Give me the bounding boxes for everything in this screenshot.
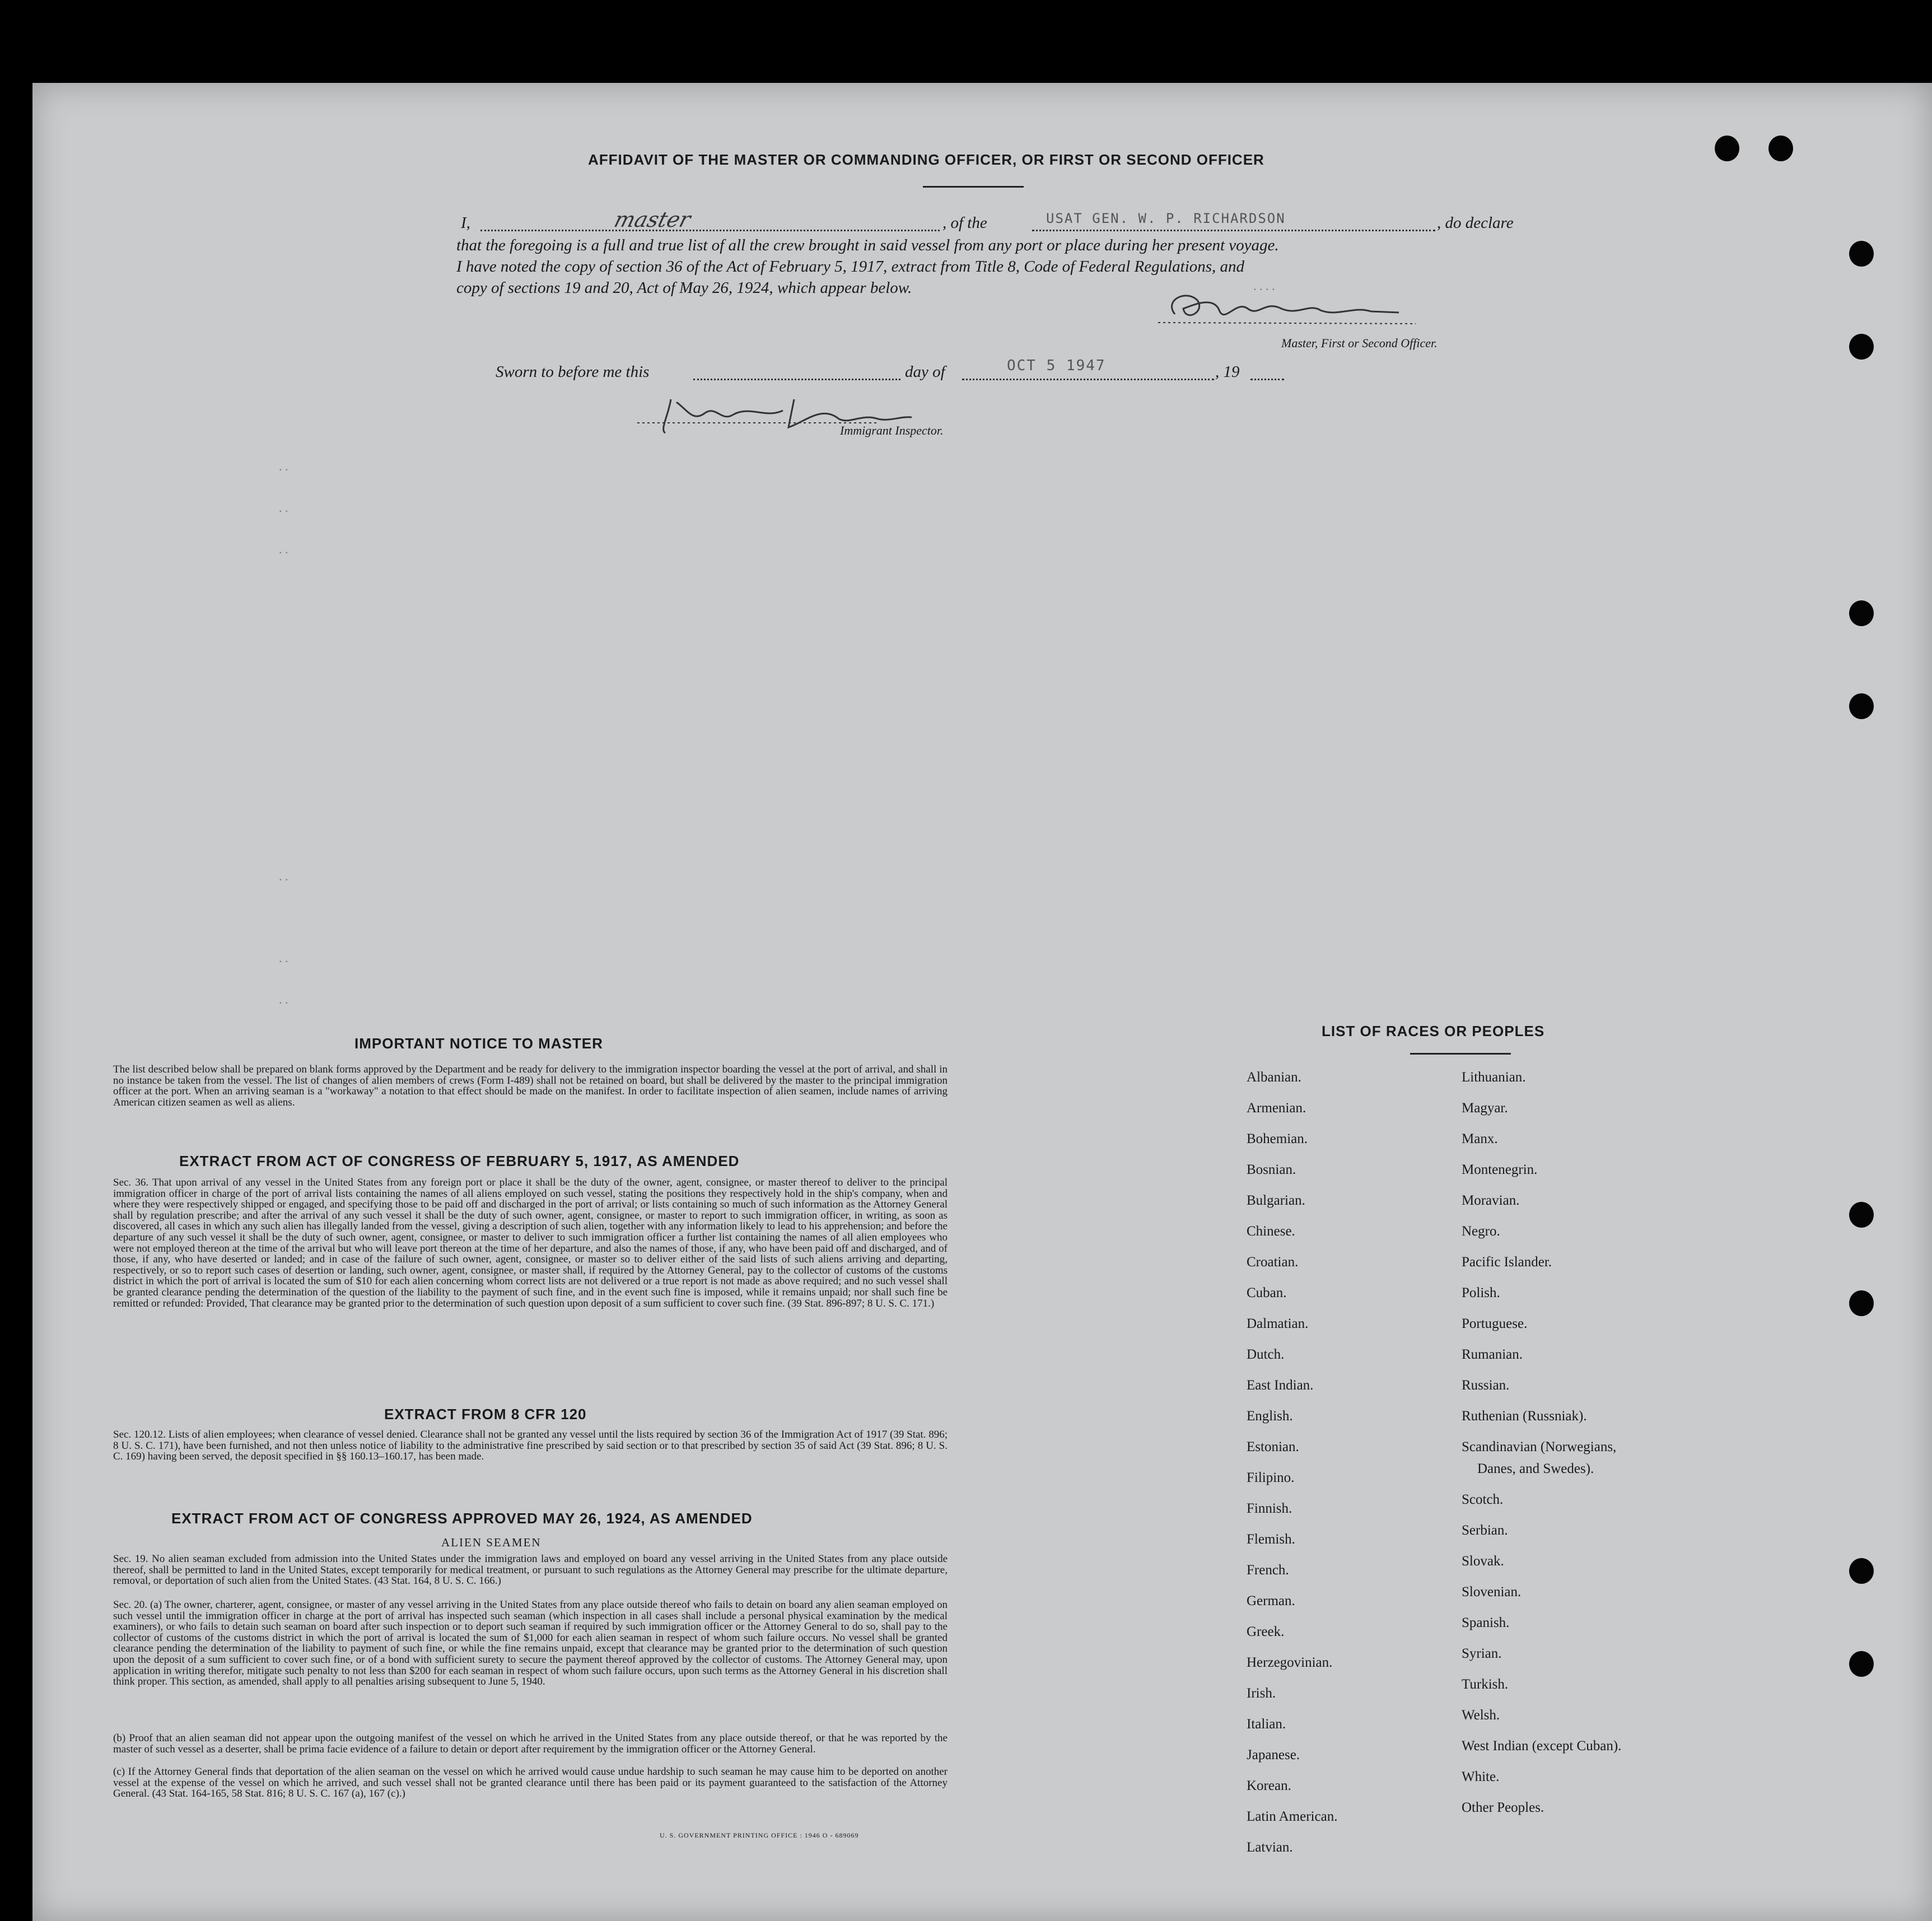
affidavit-line1-i: I, — [461, 214, 470, 232]
punch-hole — [1849, 241, 1874, 267]
bleed-mark: . . — [279, 542, 288, 556]
race-item: Magyar. — [1462, 1101, 1508, 1116]
extract-1924-sec20a: Sec. 20. (a) The owner, charterer, agent, consignee, or master of any vessel arriving in the United States from any place outside thereof who fails to detain on board any alien seaman employed on such vessel until the immigration officer in charge at the port of arrival has inspected such seaman (which inspection in all cases shall include a personal physical examination by the medical examiners), or who fails to detain such seaman on board after such inspection or to deport such seaman if required by such immigration officer or the Attorney General to do so, shall pay to the collector of customs of the customs district in which the port of arrival is located the sum of $1,000 for each alien seaman in respect of whom such failure occurs. No vessel shall be granted clearance pending the determination of the liability to payment of such fine, or while the fine remains unpaid, except that clearance may be granted prior to the determination of such question upon the deposit of a sum sufficient to cover such fine, or of a bond with sufficient surety to secure the payment thereof approved by the collector of customs. The Attorney General may, upon application in writing therefor, mitigate such penalty to not less than $200 for each seaman in respect of whom such failure occurs, upon such terms as the Attorney General in his discretion shall think proper. This section, as amended, shall apply to all penalties arising subsequent to June 5, 1940. — [113, 1599, 948, 1688]
race-item: Scandinavian (Norwegians, — [1462, 1439, 1617, 1454]
affidavit-heading: AFFIDAVIT OF THE MASTER OR COMMANDING OFFICER, OR FIRST OR SECOND OFFICER — [588, 151, 1264, 168]
date-field-line — [962, 379, 1214, 380]
race-item: Welsh. — [1462, 1708, 1500, 1723]
master-handwritten: master — [612, 207, 694, 232]
vessel-name: USAT GEN. W. P. RICHARDSON — [1046, 211, 1286, 226]
bleed-mark: . . — [279, 869, 288, 883]
master-signature — [1152, 283, 1444, 334]
race-item: Japanese. — [1247, 1747, 1300, 1763]
document-page — [32, 83, 1932, 1921]
race-item: Turkish. — [1462, 1677, 1509, 1692]
affidavit-line2: that the foregoing is a full and true list of all the crew brought in said vessel from any port or place during her present voyage. — [456, 236, 1279, 254]
race-item: Dutch. — [1247, 1347, 1285, 1362]
race-item: Other Peoples. — [1462, 1800, 1544, 1815]
bleed-mark: . . — [279, 459, 288, 473]
notice-heading: IMPORTANT NOTICE TO MASTER — [354, 1035, 603, 1052]
alien-seamen-subheading: ALIEN SEAMEN — [441, 1536, 542, 1549]
affidavit-line1-declare: , do declare — [1437, 214, 1514, 232]
race-item: Cuban. — [1247, 1285, 1287, 1300]
race-item: Herzegovinian. — [1247, 1655, 1333, 1670]
race-item: Chinese. — [1247, 1224, 1295, 1239]
race-item: Ruthenian (Russniak). — [1462, 1409, 1587, 1424]
affidavit-line1-of: , of the — [942, 214, 987, 232]
race-item: Estonian. — [1247, 1439, 1299, 1454]
race-item: White. — [1462, 1769, 1500, 1784]
sworn-day-line — [693, 379, 900, 380]
races-heading-rule — [1410, 1053, 1511, 1055]
race-item: Polish. — [1462, 1285, 1500, 1300]
punch-hole — [1849, 1651, 1874, 1677]
race-item: Montenegrin. — [1462, 1162, 1538, 1177]
races-right-column — [1462, 1070, 1621, 1831]
race-item: East Indian. — [1247, 1378, 1314, 1393]
printing-office-imprint: U. S. GOVERNMENT PRINTING OFFICE : 1946 O - 689069 — [660, 1831, 859, 1839]
punch-hole — [1849, 334, 1874, 360]
race-item: Latin American. — [1247, 1809, 1338, 1824]
race-item: English. — [1247, 1409, 1293, 1424]
race-item: Dalmatian. — [1247, 1316, 1309, 1331]
name-field-line — [480, 230, 940, 231]
extract-1924-sec19: Sec. 19. No alien seaman excluded from admission into the United States under the immigration laws and employed on board any vessel arriving in the United States from any place outside thereof, shall be permitted to land in the United States, except temporarily for medical treatment, or pursuant to such regulations as the Attorney General may prescribe for the ultimate departure, removal, or deportation of such alien from the United States. (43 Stat. 164, 8 U. S. C. 166.) — [113, 1553, 948, 1587]
race-item: Greek. — [1247, 1624, 1285, 1639]
race-item: Rumanian. — [1462, 1347, 1523, 1362]
punch-hole — [1849, 600, 1874, 626]
punch-hole — [1849, 1202, 1874, 1228]
race-item: Slovak. — [1462, 1554, 1504, 1569]
race-item: Albanian. — [1247, 1070, 1301, 1085]
bleed-mark: . . — [279, 501, 288, 515]
extract-1924-sec20c: (c) If the Attorney General finds that deportation of the alien seaman on the vessel on which he arrived would cause undue hardship to such seaman he may cause him to be deported on another vessel at the expense of the vessel on which he arrived, and such vessel shall not be granted clearance until there has been paid or its payment guaranteed to the satisfaction of the Attorney General. (43 Stat. 164-165, 58 Stat. 816; 8 U. S. C. 167 (a), 167 (c).) — [113, 1766, 948, 1800]
race-item: Negro. — [1462, 1224, 1500, 1239]
race-item: Portuguese. — [1462, 1316, 1528, 1331]
race-item: Manx. — [1462, 1131, 1498, 1146]
race-item: West Indian (except Cuban). — [1462, 1738, 1622, 1754]
race-item: Syrian. — [1462, 1646, 1502, 1661]
affidavit-line3: I have noted the copy of section 36 of the Act of February 5, 1917, extract from Title 8, Code of Federal Regulations, and — [456, 258, 1245, 276]
affidavit-line4: copy of sections 19 and 20, Act of May 26, 1924, which appear below. — [456, 279, 912, 297]
notice-text: The list described below shall be prepared on blank forms approved by the Department and be ready for delivery to the immigration inspector boarding the vessel at the port of arrival, and shall in no instance be taken from the vessel. The list of changes of alien members of crews (Form I-489) shall not be retained on board, but shall be delivered by the master to the principal immigration officer at the port. When an arriving seaman is a "workaway" a notation to that effect should be made on the manifest. In order to facilitate inspection of alien seamen, include names of arriving American citizen seamen as well as aliens. — [113, 1064, 948, 1108]
race-item: Scotch. — [1462, 1492, 1504, 1507]
race-item: German. — [1247, 1593, 1295, 1608]
race-item: French. — [1247, 1563, 1289, 1578]
race-item: Spanish. — [1462, 1615, 1510, 1630]
race-item: Irish. — [1247, 1686, 1276, 1701]
race-item: Italian. — [1247, 1717, 1286, 1732]
race-item: Danes, and Swedes). — [1477, 1461, 1594, 1476]
extract-8cfr-heading: EXTRACT FROM 8 CFR 120 — [384, 1406, 587, 1423]
punch-hole — [1768, 136, 1793, 161]
punch-hole — [1849, 1558, 1874, 1584]
race-item: Russian. — [1462, 1378, 1510, 1393]
race-item: Finnish. — [1247, 1501, 1292, 1516]
race-item: Flemish. — [1247, 1532, 1295, 1547]
date-stamp: OCT 5 1947 — [1007, 357, 1106, 374]
race-item: Filipino. — [1247, 1470, 1295, 1485]
race-item: Pacific Islander. — [1462, 1255, 1552, 1270]
heading-rule — [923, 186, 1024, 188]
race-item: Moravian. — [1462, 1193, 1520, 1208]
race-item: Bosnian. — [1247, 1162, 1296, 1177]
punch-hole — [1849, 1290, 1874, 1316]
race-item: Latvian. — [1247, 1840, 1293, 1855]
sworn-text: Sworn to before me this — [496, 363, 650, 381]
extract-1917-text: Sec. 36. That upon arrival of any vessel in the United States from any foreign port or place it shall be the duty of the owner, agent, consignee, or master thereof to deliver to the principal immigration officer in charge of the port of arrival lists containing the names of all aliens employed on such vessel, stating the positions they respectively hold in the ship's company, when and where they were respectively shipped or engaged, and specifying those to be paid off and discharged in the port of arrival; or lists containing so much of such information as the Attorney General shall by regulation prescribe; and after the arrival of any such vessel it shall be the duty of such owner, agent, consignee, or master to report to such immigration officer, in writing, as soon as discovered, all cases in which any such alien has illegally landed from the vessel, giving a description of such alien, together with any information likely to lead to his apprehension; and before the departure of any such vessel it shall be the duty of such owner, agent, consignee, or master to deliver to such immigration officer a further list containing the names of all alien employees who were not employed thereon at the time of the arrival but who will leave port thereon at the time of her departure, and also the names of those, if any, who have been paid off and discharged, and of those, if any, who have deserted or landed; and in case of the failure of such owner, agent, consignee, or master so to deliver either of the said lists of such aliens arriving and departing, respectively, or so to report such cases of desertion or landing, such owner, agent, consignee, or master shall, if required by the Attorney General, pay to the collector of customs of the customs district in which the port of arrival is located the sum of $10 for each alien concerning whom correct lists are not delivered or a true report is not made as above required; and no such vessel shall be granted clearance pending the determination of the question of the liability to the payment of such fine, and in the event such fine is imposed, while it remains unpaid; nor shall such fine be remitted or refunded: Provided, That clearance may be granted prior to the determination of such question upon deposit of a sum sufficient to cover such fine. (39 Stat. 896-897; 8 U. S. C. 171.) — [113, 1177, 948, 1309]
race-item: Korean. — [1247, 1778, 1291, 1793]
master-caption: Master, First or Second Officer. — [1281, 336, 1438, 350]
race-item: Lithuanian. — [1462, 1070, 1526, 1085]
extract-8cfr-text: Sec. 120.12. Lists of alien employees; when clearance of vessel denied. Clearance shall not be granted any vessel until the lists required by section 36 of the Immigration Act of 1917 (39 Stat. 896; 8 U. S. C. 171), have been furnished, and not then unless notice of liability to the administrative fine prescribed by said section or to that prescribed by section 35 of said Act (39 Stat. 896; 8 U. S. C. 169) having been served, the deposit specified in §§ 160.13–160.17, has been made. — [113, 1429, 948, 1463]
day-of-text: day of — [905, 363, 945, 381]
inspector-caption: Immigrant Inspector. — [840, 423, 944, 437]
punch-hole — [1849, 693, 1874, 719]
bleed-mark: . . — [279, 951, 288, 965]
race-item: Bulgarian. — [1247, 1193, 1305, 1208]
year-field-line — [1250, 379, 1284, 380]
bleed-mark: . . — [279, 992, 288, 1006]
race-item: Slovenian. — [1462, 1584, 1522, 1600]
punch-hole — [1715, 136, 1739, 161]
extract-1917-heading: EXTRACT FROM ACT OF CONGRESS OF FEBRUARY 5, 1917, AS AMENDED — [179, 1153, 740, 1169]
races-heading: LIST OF RACES OR PEOPLES — [1322, 1023, 1545, 1039]
year-prefix: , 19 — [1215, 363, 1240, 381]
extract-1924-heading: EXTRACT FROM ACT OF CONGRESS APPROVED MAY 26, 1924, AS AMENDED — [171, 1510, 753, 1527]
race-item: Serbian. — [1462, 1523, 1508, 1538]
race-item: Armenian. — [1247, 1101, 1306, 1116]
races-left-column — [1247, 1070, 1337, 1871]
extract-1924-sec20b: (b) Proof that an alien seaman did not appear upon the outgoing manifest of the vessel on which he arrived in the United States from any place outside thereof, or that he was reported by the master of such vessel as a deserter, shall be prima facie evidence of a failure to detain or deport after requirement by the immigration officer or the Attorney General. — [113, 1732, 948, 1755]
vessel-field-line — [1032, 230, 1435, 231]
race-item: Croatian. — [1247, 1255, 1299, 1270]
race-item: Bohemian. — [1247, 1131, 1308, 1146]
bleed-mark: . . . . — [1253, 279, 1275, 293]
